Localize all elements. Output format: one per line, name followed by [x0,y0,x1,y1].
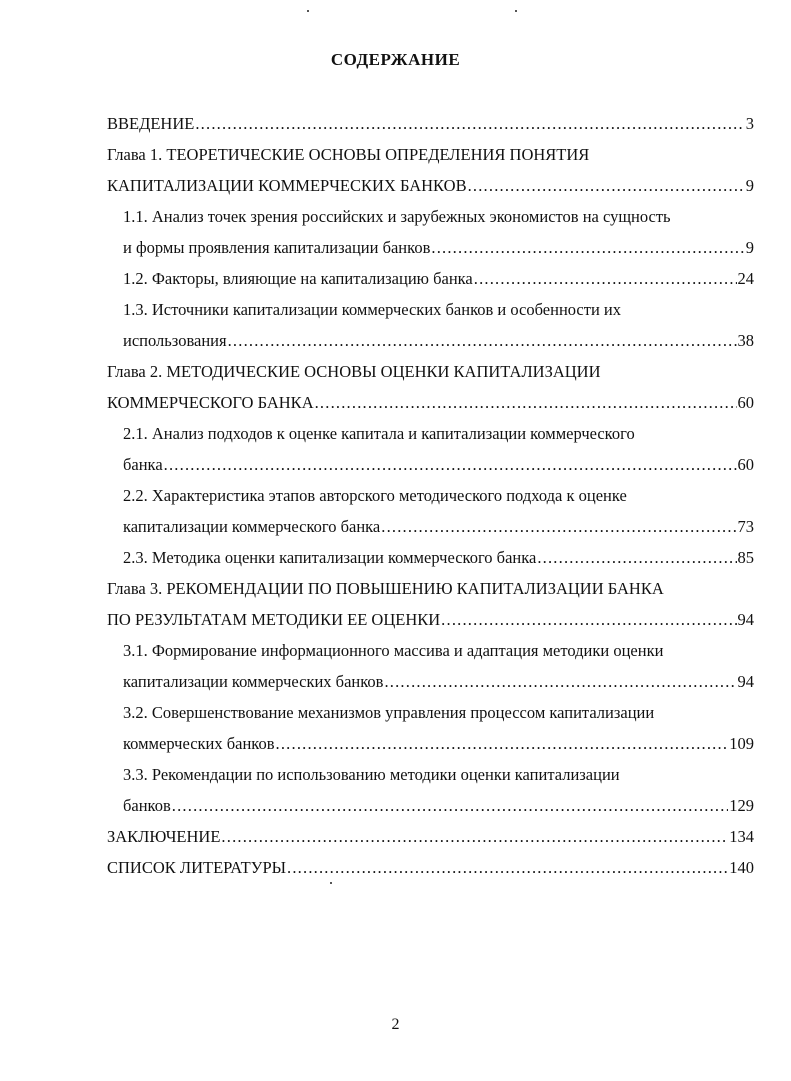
toc-entry-line [123,697,754,728]
toc-page-number: 9 [745,238,754,257]
toc-entry-line [123,201,754,232]
dot-leader [221,821,728,852]
toc-entry-text: банков [123,796,171,815]
scan-speck [515,10,517,12]
toc-entry-line [107,573,754,604]
toc-entry-text: КОММЕРЧЕСКОГО БАНКА [107,393,314,412]
scan-speck [330,882,332,884]
toc-entry-text: 3.2. Совершенствование механизмов управления процессом капитализации [123,703,655,722]
toc-entry-text: коммерческих банков [123,734,275,753]
toc-page-number: 24 [737,269,754,288]
toc-entry-text: и формы проявления капитализации банков [123,238,431,257]
toc-entry-line [107,139,754,170]
toc-entry-text: 2.1. Анализ подходов к оценке капитала и капитализации коммерческого [123,424,635,443]
toc-page-number: 94 [737,672,754,691]
toc-page-number: 129 [729,796,754,815]
table-of-contents [107,108,754,883]
scan-speck [307,10,309,12]
toc-entry [123,263,754,294]
dot-leader [474,263,737,294]
toc-entry-line [123,418,754,449]
toc-entry-text: Глава 1. ТЕОРЕТИЧЕСКИЕ ОСНОВЫ ОПРЕДЕЛЕНИЯ ПОНЯТИЯ [107,145,590,164]
toc-entry-line [123,294,754,325]
dot-leader [276,728,729,759]
toc-entry-line [123,759,754,790]
toc-entry-text: СПИСОК ЛИТЕРАТУРЫ [107,858,287,877]
toc-entry-text: 3.1. Формирование информационного массива и адаптация методики оценки [123,641,664,660]
dot-leader [287,852,728,883]
dot-leader [441,604,736,635]
toc-page-number: 109 [729,734,754,753]
dot-leader [164,449,737,480]
toc-entry-text: ПО РЕЗУЛЬТАТАМ МЕТОДИКИ ЕЕ ОЦЕНКИ [107,610,441,629]
page-title: СОДЕРЖАНИЕ [330,50,461,69]
toc-entry [123,728,754,759]
toc-page-number: 3 [745,114,754,133]
toc-entry-text: Глава 2. МЕТОДИЧЕСКИЕ ОСНОВЫ ОЦЕНКИ КАПИТАЛИЗАЦИИ [107,362,601,381]
toc-entry [107,852,754,883]
dot-leader [468,170,745,201]
toc-entry [107,387,754,418]
toc-entry [107,108,754,139]
toc-page-number: 140 [729,858,754,877]
toc-entry [123,325,754,356]
toc-entry-line [107,356,754,387]
toc-entry-text: 1.2. Факторы, влияющие на капитализацию банка [123,269,473,288]
toc-page-number: 134 [729,827,754,846]
toc-entry [123,790,754,821]
toc-entry [123,511,754,542]
dot-leader [384,666,736,697]
toc-entry [123,232,754,263]
toc-page-number: 94 [737,610,754,629]
toc-entry-text: КАПИТАЛИЗАЦИИ КОММЕРЧЕСКИХ БАНКОВ [107,176,467,195]
toc-page-number: 60 [737,455,754,474]
toc-entry-text: ВВЕДЕНИЕ [107,114,195,133]
dot-leader [381,511,736,542]
toc-entry-text: 2.2. Характеристика этапов авторского методического подхода к оценке [123,486,627,505]
toc-page-number: 60 [737,393,754,412]
dot-leader [537,542,736,573]
toc-entry-text: Глава 3. РЕКОМЕНДАЦИИ ПО ПОВЫШЕНИЮ КАПИТАЛИЗАЦИИ БАНКА [107,579,664,598]
toc-page-number: 38 [737,331,754,350]
toc-entry-line [123,480,754,511]
toc-entry-text: использования [123,331,227,350]
toc-entry [107,604,754,635]
toc-entry-text: 1.3. Источники капитализации коммерческих банков и особенности их [123,300,622,319]
dot-leader [172,790,728,821]
toc-entry [123,542,754,573]
toc-entry-line [123,635,754,666]
toc-entry-text: капитализации коммерческого банка [123,517,381,536]
dot-leader [315,387,737,418]
toc-page-number: 9 [745,176,754,195]
toc-entry [107,821,754,852]
dot-leader [195,108,744,139]
toc-entry [107,170,754,201]
dot-leader [228,325,737,356]
toc-entry [123,666,754,697]
toc-entry [123,449,754,480]
toc-entry-text: 1.1. Анализ точек зрения российских и зарубежных экономистов на сущность [123,207,671,226]
page-number: 2 [391,1016,400,1033]
toc-entry-text: банка [123,455,163,474]
toc-entry-text: капитализации коммерческих банков [123,672,384,691]
toc-entry-text: 2.3. Методика оценки капитализации коммерческого банка [123,548,537,567]
dot-leader [431,232,744,263]
toc-entry-text: 3.3. Рекомендации по использованию методики оценки капитализации [123,765,620,784]
toc-page-number: 85 [737,548,754,567]
toc-entry-text: ЗАКЛЮЧЕНИЕ [107,827,221,846]
toc-page-number: 73 [737,517,754,536]
